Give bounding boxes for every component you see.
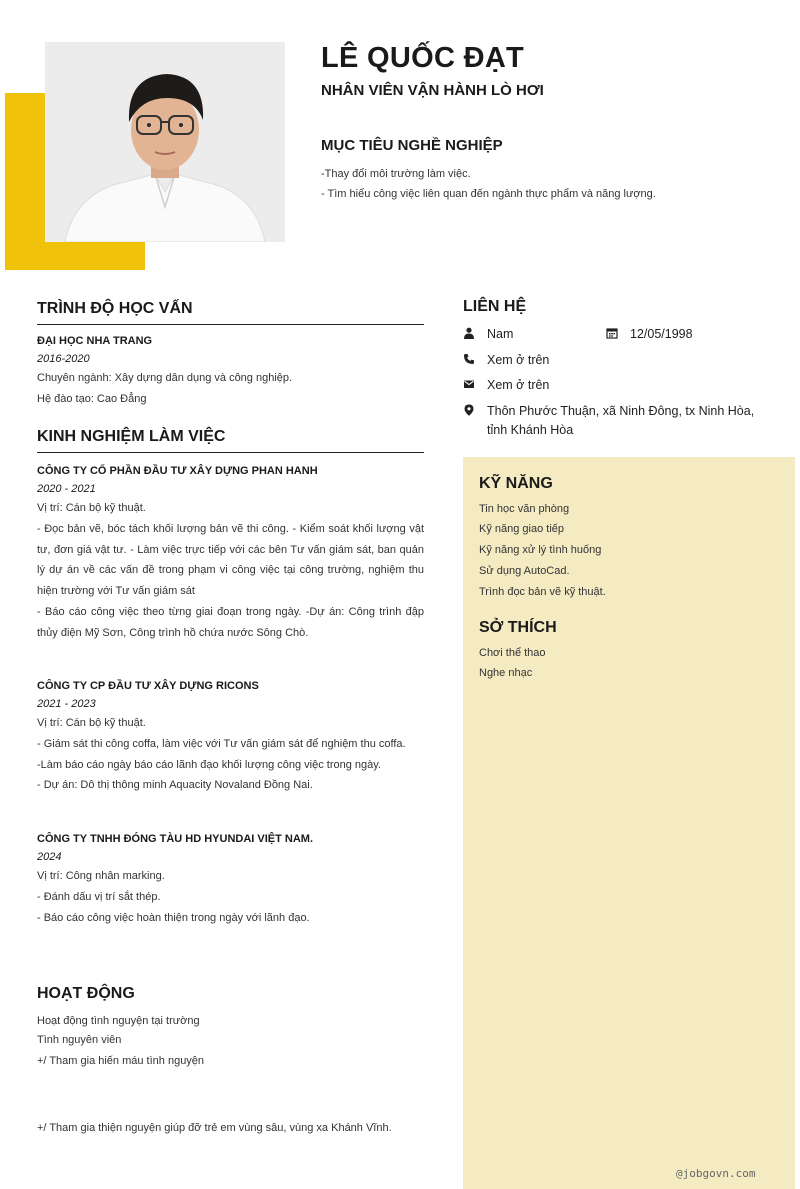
job-entry	[37, 833, 424, 928]
skill-item: Sử dụng AutoCad.	[479, 565, 570, 577]
education-years: 2016-2020	[37, 353, 90, 365]
job-detail: - Báo cáo công việc theo từng giai đoạn trong ngày. -Dự án: Công trình đập thủy điện Mỹ Sơn, Công trình hồ chứa nước Sông Chò.	[37, 605, 424, 639]
objective-title: MỤC TIÊU NGHỀ NGHIỆP	[321, 137, 503, 154]
experience-title: KINH NGHIỆM LÀM VIỆC	[37, 428, 226, 445]
education-major: Chuyên ngành: Xây dựng dân dụng và công nghiệp.	[37, 372, 293, 384]
school-name: ĐẠI HỌC NHA TRANG	[37, 335, 153, 347]
contact-title: LIÊN HỆ	[463, 298, 527, 315]
watermark: @jobgovn.com	[676, 1167, 756, 1180]
phone-icon	[463, 353, 475, 365]
job-entry	[37, 680, 424, 796]
objective-line: - Tìm hiểu công việc liên quan đến ngành thực phẩm và năng lượng.	[321, 188, 656, 200]
activity-line: Hoạt động tình nguyện tại trường	[37, 1015, 200, 1027]
contact-birthday	[606, 325, 693, 344]
address-value: Thôn Phước Thuận, xã Ninh Đông, tx Ninh Hòa, tỉnh Khánh Hòa	[487, 404, 755, 437]
job-position: Vị trí: Cán bộ kỹ thuật.	[37, 502, 146, 514]
skill-item: Kỹ năng giao tiếp	[479, 523, 565, 535]
experience-section	[37, 428, 424, 453]
skills-title: KỸ NĂNG	[479, 475, 553, 492]
job-position: Vị trí: Công nhân marking.	[37, 870, 165, 882]
job-detail: - Đọc bản vẽ, bóc tách khối lượng bản vẽ thi công. - Kiểm soát khối lượng vật tư, đơn giá vật tư. - Làm việc trực tiếp với các bên Tư vấn giám sát, ban quản lý dự án về các vấn đề trong phạm vi công việc tại công trường, nghiệm thu hiện trường với Tư vấn giám sát	[37, 522, 424, 598]
job-entry	[37, 465, 424, 644]
mail-icon	[463, 378, 475, 390]
job-detail: - Giám sát thi công coffa, làm việc với Tư vấn giám sát để nghiệm thu coffa.	[37, 737, 406, 750]
section-divider	[37, 324, 424, 325]
objective-text	[321, 164, 771, 204]
skill-item: Kỹ năng xử lý tình huống	[479, 544, 602, 556]
email-value: Xem ở trên	[487, 378, 550, 392]
activity-line: Tình nguyên viên	[37, 1034, 122, 1046]
person-icon	[463, 327, 475, 339]
skill-item: Tin học văn phòng	[479, 503, 570, 515]
job-position: Vị trí: Cán bộ kỹ thuật.	[37, 717, 146, 729]
contact-phone	[463, 351, 549, 370]
company-name: CÔNG TY CP ĐẦU TƯ XÂY DỰNG RICONS	[37, 680, 259, 692]
education-system: Hệ đào tạo: Cao Đẳng	[37, 392, 147, 405]
contact-gender	[463, 325, 513, 344]
job-title: NHÂN VIÊN VẬN HÀNH LÒ HƠI	[321, 82, 544, 99]
activity-line-wrap	[37, 1118, 424, 1139]
job-years: 2024	[37, 851, 62, 863]
location-pin-icon	[463, 404, 475, 416]
activities-title: HOẠT ĐỘNG	[37, 985, 135, 1002]
education-title: TRÌNH ĐỘ HỌC VẤN	[37, 300, 193, 317]
section-divider	[37, 452, 424, 453]
hobbies-title: SỞ THÍCH	[479, 619, 557, 636]
company-name: CÔNG TY TNHH ĐÓNG TÀU HD HYUNDAI VIỆT NAM.	[37, 833, 314, 845]
education-section	[37, 300, 424, 410]
job-detail: - Báo cáo công việc hoàn thiện trong ngày với lãnh đạo.	[37, 911, 310, 924]
job-years: 2020 - 2021	[37, 483, 96, 495]
gender-value: Nam	[487, 327, 514, 341]
contact-address	[463, 402, 763, 440]
job-detail: - Dự án: Dô thị thông minh Aquacity Novaland Đồng Nai.	[37, 779, 313, 792]
phone-value: Xem ở trên	[487, 353, 550, 367]
activity-line: +/ Tham gia hiến máu tình nguyện	[37, 1055, 205, 1067]
job-detail: - Đánh dấu vị trí sắt thép.	[37, 890, 161, 903]
profile-photo	[45, 42, 285, 242]
company-name: CÔNG TY CỔ PHẦN ĐẦU TƯ XÂY DỰNG PHAN HANH	[37, 465, 318, 477]
job-years: 2021 - 2023	[37, 698, 96, 710]
activity-line: +/ Tham gia thiện nguyện giúp đỡ trẻ em vùng sâu, vùng xa Khánh Vĩnh.	[37, 1122, 392, 1134]
objective-line: -Thay đổi môi trường làm việc.	[321, 168, 471, 180]
activities-section	[37, 985, 424, 1073]
hobby-item: Nghe nhạc	[479, 667, 533, 679]
birthday-value: 12/05/1998	[630, 327, 693, 341]
contact-email	[463, 376, 549, 395]
candidate-name: LÊ QUỐC ĐẠT	[321, 42, 525, 74]
skill-item: Trình đọc bản vẽ kỹ thuật.	[479, 586, 606, 598]
job-detail: -Làm báo cáo ngày báo cáo lãnh đạo khối lượng công việc trong ngày.	[37, 758, 381, 771]
calendar-icon	[606, 327, 618, 339]
hobby-item: Chơi thể thao	[479, 647, 546, 659]
